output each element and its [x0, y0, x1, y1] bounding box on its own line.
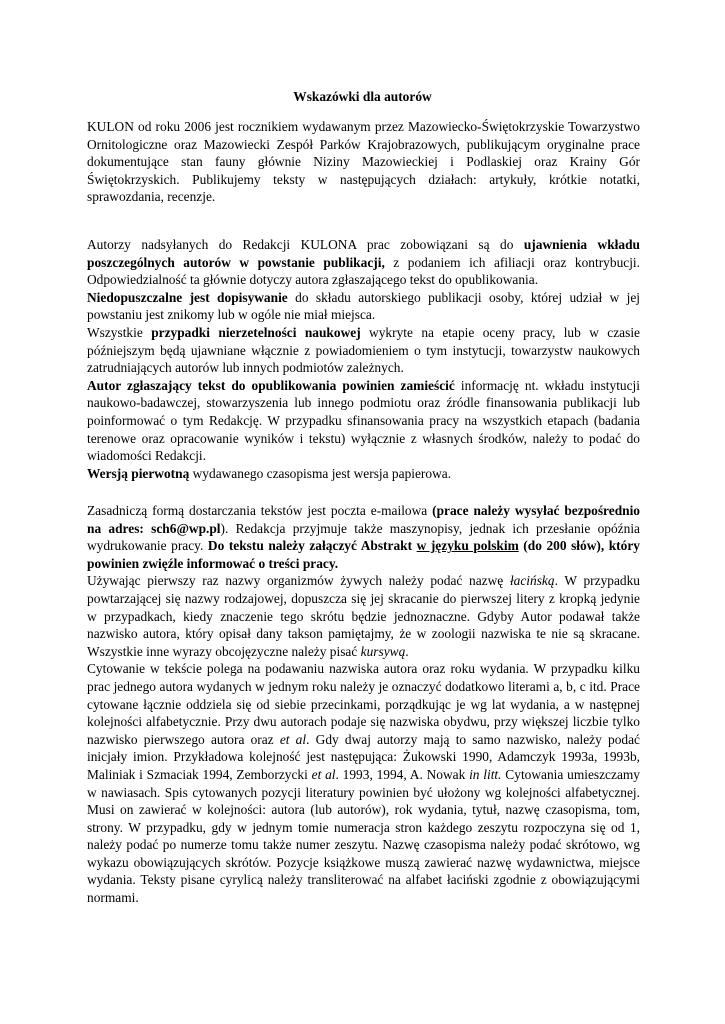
- funding-paragraph: [87, 377, 640, 465]
- bold-text: (do 200 słów), który powinien zwięźle informować o treści prac: [87, 538, 640, 571]
- text-span: Cytowania umieszczamy w nawiasach. Spis cytowanych pozycji literatury powinien być ułożony wg kolejności alfabetycznej. Musi on zawierać w kolejności: autora (lub autorów), rok wydania, tytuł, nazwę czasopisma, tom, strony. W przypadku, gdy w jednym tomie numeracja stron każdego zeszytu rozpoczyna się od 1, należy podać po numerze tomu także numer zeszytu. Nazwę czasopisma należy podać skrótowo, wg wykazu obowiązujących skrótów. Pozycje książkowe muszą zawierać nazwę wydawnictwa, miejsce wydania. Teksty pisane cyrylicą należy transliterować na alfabet łaciński zgodnie z obowiązującymi normami.: [87, 766, 640, 906]
- bold-text: Niedopuszczalne jest dopisywanie: [87, 289, 288, 305]
- text-span: do składu autorskiego publikacji osoby, której udział w jej powstaniu jest znikomy lub w ogóle nie miał miejsca.: [87, 289, 640, 323]
- text-span: Cytowanie w tekście polega na podawaniu nazwiska autora oraz roku wydania. W przypadku kilku prac jednego autora wydanych w jednym roku należy je oznaczyć dodatkowo literami a, b, c itd. Prace cytowane łącznie oddziela się od siebie przecinkami, porządkując je wg lat wydania, a w następnej kolejności alfabetycznie. Przy dwu autorach podaje się nazwiska obydwu, przy większej liczbie tylko nazwisko pierwszego autora oraz: [87, 661, 640, 747]
- italic-text: et al: [311, 766, 336, 782]
- text-span: . W przypadku powtarzającej się nazwy rodzajowej, dopuszcza się jej skracanie do pierwszej litery z kropką jedynie w przypadkach, kiedy znaczenie tego skrótu będzie jednoznaczne. Gdyby Autor podawał także nazwisko autora, który opisał dany takson pamiętajmy, że w zoologii nazwiska te nie są skracane. Wszystkie inne wyrazy obcojęzyczne należy pisać: [87, 573, 640, 659]
- text-span: z podaniem ich afiliacji oraz kontrybucji. Odpowiedzialność ta głównie dotyczy autora zgłaszającego tekst do opublikowania.: [87, 254, 640, 288]
- document-title: Wskazówki dla autorów: [293, 89, 432, 104]
- citation-paragraph: [87, 660, 640, 906]
- text-span: .: [405, 643, 409, 659]
- bold-text: Autor zgłaszający tekst do opublikowania powinien zamieścić: [87, 377, 455, 393]
- authorship-paragraph: [87, 236, 640, 289]
- text-span: . 1993, 1994, A. Nowak: [335, 766, 470, 782]
- underlined-text: w języku polskim: [416, 538, 519, 554]
- intro-text: KULON od roku 2006 jest rocznikiem wydawanym przez Mazowiecko-Świętokrzyskie Towarzystwo Ornitologiczne oraz Mazowiecki Zespół Parków Krajobrazowych, publikującym oryginalne prace dokumentujące stan fauny głównie Niziny Mazowieckiej i Podlaskiej oraz Krainy Gór Świętokrzyskich. Publikujemy teksty w następujących działach: artykuły, krótkie notatki, sprawozdania, recenzje.: [87, 119, 640, 205]
- email-instruction: (prace należy wysyłać bezpośrednio na adres: sch6@wp.pl: [87, 503, 640, 536]
- text-span: . Gdy dwaj autorzy mają to samo nazwisko, należy podać inicjały imion. Przykładowa kolejność jest następująca: Żukowski 1990, Adamczyk 1993a, 1993b, Maliniak i Szmaciak 1994, Zemborzycki: [87, 731, 640, 782]
- intro-paragraph: [87, 118, 640, 206]
- text-span: Zasadniczą formą dostarczania tekstów jest poczta e-mailowa: [87, 503, 433, 518]
- bold-text: Do tekstu należy załączyć Abstrakt: [207, 538, 417, 554]
- text-span: wydawanego czasopisma jest wersja papierowa.: [189, 465, 452, 481]
- nomenclature-paragraph: [87, 572, 640, 660]
- bold-text: ujawnienia wkładu poszczególnych autorów w powstanie publikacji,: [87, 237, 640, 270]
- bold-text: Wersją pierwotną: [87, 465, 190, 481]
- text-span: informację nt. wkładu instytucji naukowo-badawczej, stowarzyszenia lub innego podmiotu oraz źródle finansowania publikacji lub poinformować o tym Redakcję. W przypadku sfinansowania pracy na wszystkich etapach (badania terenowe oraz opracowanie wyników i tekstu) wyłącznie z własnych środków, należy to podać do wiadomości Redakcji.: [87, 377, 640, 464]
- authors-section: [87, 236, 640, 482]
- text-span: wykryte na etapie oceny pracy, lub w czasie późniejszym będą ujawniane włącznie z powiadomieniem o tym instytucji, towarzystw naukowych zatrudniających autorów lub innych podmiotów zależnych.: [87, 324, 640, 376]
- italic-text: łacińską: [509, 573, 555, 589]
- text-span: ). Redakcja przyjmuje także maszynopisy, jednak ich przesłanie opóźnia wydrukowanie pracy.: [87, 520, 640, 554]
- italic-text: et al: [279, 731, 307, 747]
- bold-text: przypadki nierzetelności naukowej: [151, 324, 361, 340]
- submission-paragraph: [87, 502, 640, 572]
- italic-text: kursywą: [360, 643, 406, 659]
- misconduct-paragraph: [87, 324, 640, 377]
- text-span: Używając pierwszy raz nazwy organizmów żywych należy podać nazwę: [87, 573, 510, 589]
- italic-text: in litt.: [469, 766, 502, 782]
- bold-text: y.: [328, 555, 339, 571]
- text-span: Autorzy nadsyłanych do Redakcji KULONA prac zobowiązani są do: [87, 237, 524, 252]
- text-span: Wszystkie: [87, 324, 152, 340]
- submission-section: [87, 502, 640, 907]
- primary-version-paragraph: [87, 465, 640, 483]
- ghost-authorship-paragraph: [87, 289, 640, 324]
